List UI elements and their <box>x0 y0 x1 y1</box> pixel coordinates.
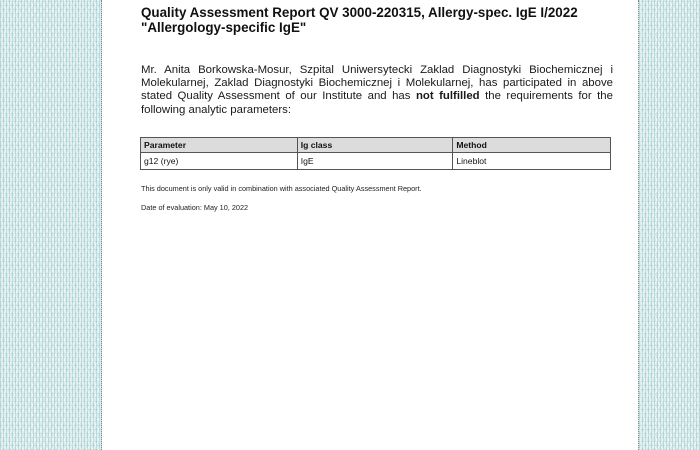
date-of-evaluation: Date of evaluation: May 10, 2022 <box>141 203 249 212</box>
column-header-parameter: Parameter <box>141 138 298 153</box>
right-security-pattern-border <box>638 0 700 450</box>
participation-statement <box>141 64 613 117</box>
statement-text: Mr. Anita Borkowska-Mosur, Szpital Uniwersytecki Zaklad Diagnostyki Biochemicznej i Molekularnej, Zaklad Diagnostyki Biochemicznej i Molekularnej, has participated in above stated Quality Assessment of our Institute and has <box>141 64 613 103</box>
cell-ig-class: IgE <box>297 153 453 170</box>
certificate-page <box>102 0 638 450</box>
analytic-parameters-table <box>140 137 611 170</box>
report-title-line-1: Quality Assessment Report QV 3000-220315, Allergy-spec. IgE I/2022 <box>141 5 578 20</box>
not-fulfilled-emphasis: not fulfilled <box>415 90 480 103</box>
statement-text-end: the requirements for the following analytic parameters: <box>141 90 613 116</box>
report-title-line-2: "Allergology-specific IgE" <box>141 20 307 35</box>
validity-note: This document is only valid in combination with associated Quality Assessment Report. <box>141 184 422 193</box>
left-security-pattern-border <box>0 0 102 450</box>
report-title <box>141 5 621 35</box>
table-row <box>141 153 611 170</box>
column-header-method: Method <box>453 138 611 153</box>
column-header-ig-class: Ig class <box>297 138 453 153</box>
cell-parameter: g12 (rye) <box>141 153 298 170</box>
table-header-row <box>141 138 611 153</box>
cell-method: Lineblot <box>453 153 611 170</box>
